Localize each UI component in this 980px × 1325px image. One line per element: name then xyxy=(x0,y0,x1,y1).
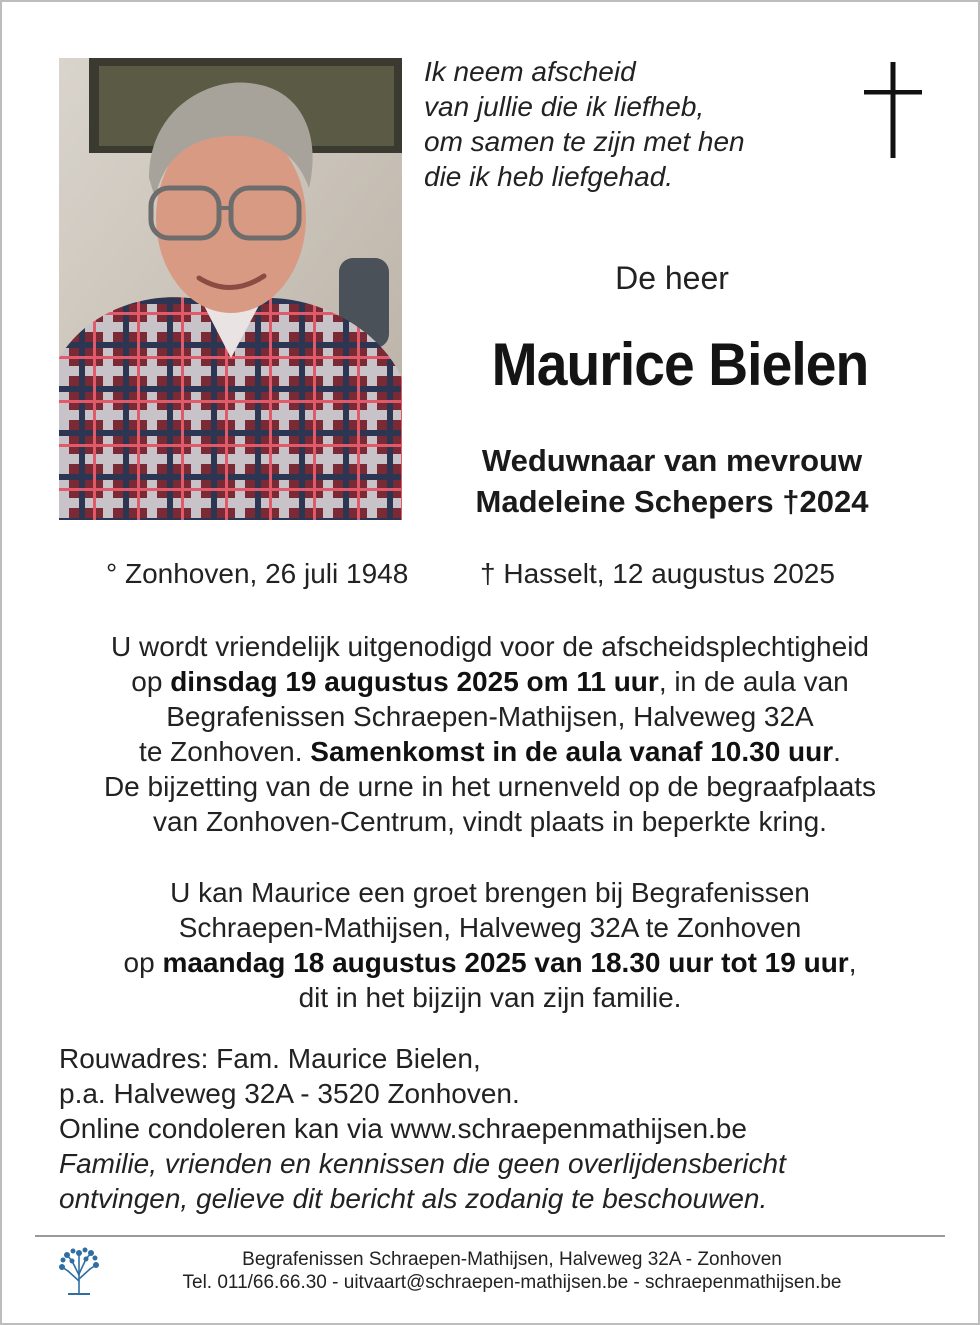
text-line xyxy=(0,945,980,980)
notice-line: ontvingen, gelieve dit bericht als zodanig te beschouwen. xyxy=(59,1183,768,1214)
cross-icon xyxy=(864,62,922,158)
footer-contact: Tel. 011/66.66.30 - uitvaart@schraepen-mathijsen.be - schraepenmathijsen.be xyxy=(182,1272,842,1293)
poem-line: die ik heb liefgehad. xyxy=(424,161,674,192)
widow-info xyxy=(420,440,924,522)
text-line: U kan Maurice een groet brengen bij Begrafenissen xyxy=(170,877,810,908)
footer-divider xyxy=(35,1235,945,1237)
death-date: † Hasselt, 12 augustus 2025 xyxy=(480,558,835,589)
text-segment: op xyxy=(131,666,171,697)
text-line: Begrafenissen Schraepen-Mathijsen, Halveweg 32A xyxy=(166,701,814,732)
notice-line: Familie, vrienden en kennissen die geen overlijdensbericht xyxy=(59,1148,786,1179)
portrait-photo xyxy=(59,58,402,520)
deceased-name: Maurice Bielen xyxy=(491,331,869,398)
footer-address: Begrafenissen Schraepen-Mathijsen, Halveweg 32A - Zonhoven xyxy=(242,1249,782,1270)
text-segment: , xyxy=(848,947,857,978)
text-line: Schraepen-Mathijsen, Halveweg 32A te Zonhoven xyxy=(178,912,802,943)
widow-line: Madeleine Schepers †2024 xyxy=(475,484,869,519)
visitation-text xyxy=(0,875,980,1015)
text-line: van Zonhoven-Centrum, vindt plaats in beperkte kring. xyxy=(153,806,827,837)
address-line: Rouwadres: Fam. Maurice Bielen, xyxy=(59,1043,481,1074)
tree-logo-icon xyxy=(58,1247,100,1295)
text-line: De bijzetting van de urne in het urnenveld op de begraafplaats xyxy=(103,771,877,802)
birth-date: ° Zonhoven, 26 juli 1948 xyxy=(106,558,409,589)
text-segment: op xyxy=(123,947,163,978)
address-line: p.a. Halveweg 32A - 3520 Zonhoven. xyxy=(59,1078,520,1109)
poem-line: van jullie die ik liefheb, xyxy=(424,91,705,122)
visitation-date: maandag 18 augustus 2025 van 18.30 uur tot 19 uur xyxy=(162,947,849,978)
text-line xyxy=(0,664,980,699)
salutation: De heer xyxy=(615,260,729,296)
mourning-address xyxy=(59,1041,786,1216)
text-segment: , in de aula van xyxy=(658,666,849,697)
funeral-home-footer xyxy=(108,1248,916,1294)
text-segment: . xyxy=(833,736,841,767)
text-segment: te Zonhoven. xyxy=(139,736,311,767)
poem-line: om samen te zijn met hen xyxy=(424,126,745,157)
ceremony-text xyxy=(0,629,980,839)
poem xyxy=(424,54,745,194)
widow-line: Weduwnaar van mevrouw xyxy=(481,443,863,478)
text-line: U wordt vriendelijk uitgenodigd voor de afscheidsplechtigheid xyxy=(110,631,869,662)
text-line: dit in het bijzijn van zijn familie. xyxy=(298,982,682,1013)
gathering-time: Samenkomst in de aula vanaf 10.30 uur xyxy=(310,736,834,767)
condolence-line: Online condoleren kan via www.schraepenmathijsen.be xyxy=(59,1113,747,1144)
text-line xyxy=(0,734,980,769)
ceremony-date: dinsdag 19 augustus 2025 om 11 uur xyxy=(170,666,659,697)
poem-line: Ik neem afscheid xyxy=(424,56,636,87)
